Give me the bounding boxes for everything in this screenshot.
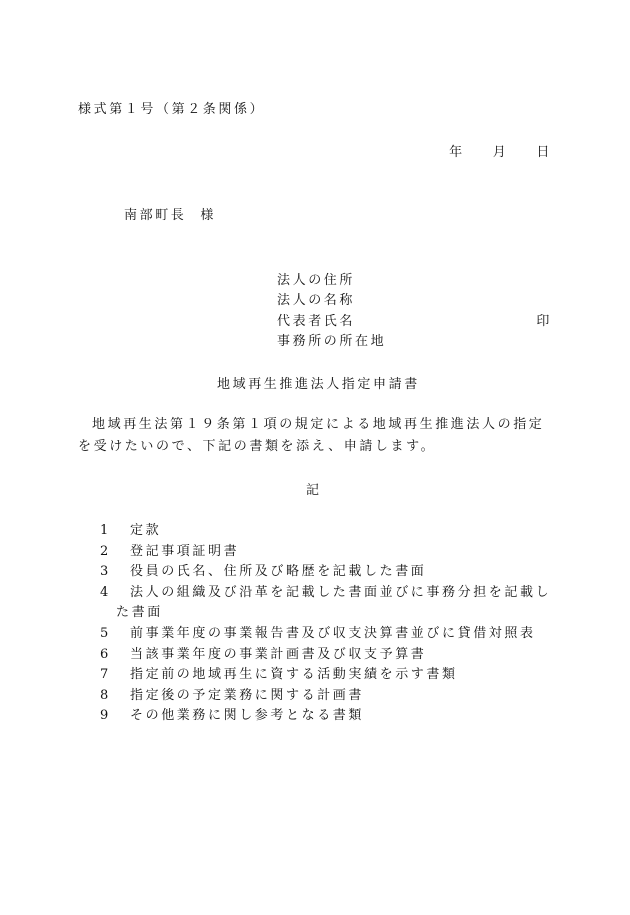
attached-documents-list xyxy=(100,521,556,727)
item-text: 前事業年度の事業報告書及び収支決算書並びに貸借対照表 xyxy=(130,625,536,641)
date-line xyxy=(449,143,552,163)
item-text: 指定前の地域再生に資する活動実績を示す書類 xyxy=(130,667,458,683)
item-number: 4 xyxy=(100,584,111,600)
item-number: 7 xyxy=(100,667,111,683)
applicant-name-label: 法人の名称 xyxy=(277,293,356,308)
record-heading: 記 xyxy=(306,483,322,498)
item-text-line1: 法人の組織及び沿革を記載した書面並びに事務分担を記載し xyxy=(130,584,552,600)
date-day: 日 xyxy=(536,145,552,160)
item-text: 定款 xyxy=(130,523,162,538)
list-item xyxy=(100,624,556,645)
item-text: 役員の氏名、住所及び略歴を記載した書面 xyxy=(130,564,427,580)
addressee-honorific: 様 xyxy=(200,208,217,223)
list-item xyxy=(100,542,556,563)
item-number: 1 xyxy=(100,523,111,538)
item-number: 2 xyxy=(100,543,111,559)
item-number: 5 xyxy=(100,625,111,641)
addressee-name: 南部町長 xyxy=(124,208,187,223)
item-number: 9 xyxy=(100,708,111,724)
list-item xyxy=(100,583,556,624)
item-number: 8 xyxy=(100,687,111,703)
list-item xyxy=(100,521,556,542)
document-title: 地域再生推進法人指定申請書 xyxy=(217,377,420,392)
list-item xyxy=(100,645,556,666)
item-number: 6 xyxy=(100,646,111,662)
item-text xyxy=(116,583,556,624)
item-text: 指定後の予定業務に関する計画書 xyxy=(130,687,365,703)
item-text-line2: た書面 xyxy=(116,605,163,621)
item-text: 登記事項証明書 xyxy=(130,543,240,559)
applicant-address-label: 法人の住所 xyxy=(277,273,356,288)
item-text: 当該事業年度の事業計画書及び収支予算書 xyxy=(130,646,427,662)
list-item xyxy=(100,706,556,727)
representative-name-label: 代表者氏名 xyxy=(277,314,356,329)
list-item xyxy=(100,562,556,583)
seal-mark: 印 xyxy=(536,314,552,329)
item-number: 3 xyxy=(100,564,111,580)
application-body: 地域再生法第１９条第１項の規定による地域再生推進法人の指定を受けたいので、下記の書類を添え、申請します。 xyxy=(78,417,545,454)
addressee xyxy=(124,206,216,226)
list-item xyxy=(100,686,556,707)
form-number: 様式第１号（第２条関係） xyxy=(78,102,266,117)
item-text: その他業務に関し参考となる書類 xyxy=(130,708,365,724)
date-year: 年 xyxy=(449,145,465,160)
list-item xyxy=(100,665,556,686)
office-location-label: 事務所の所在地 xyxy=(277,334,387,349)
date-month: 月 xyxy=(492,145,509,160)
